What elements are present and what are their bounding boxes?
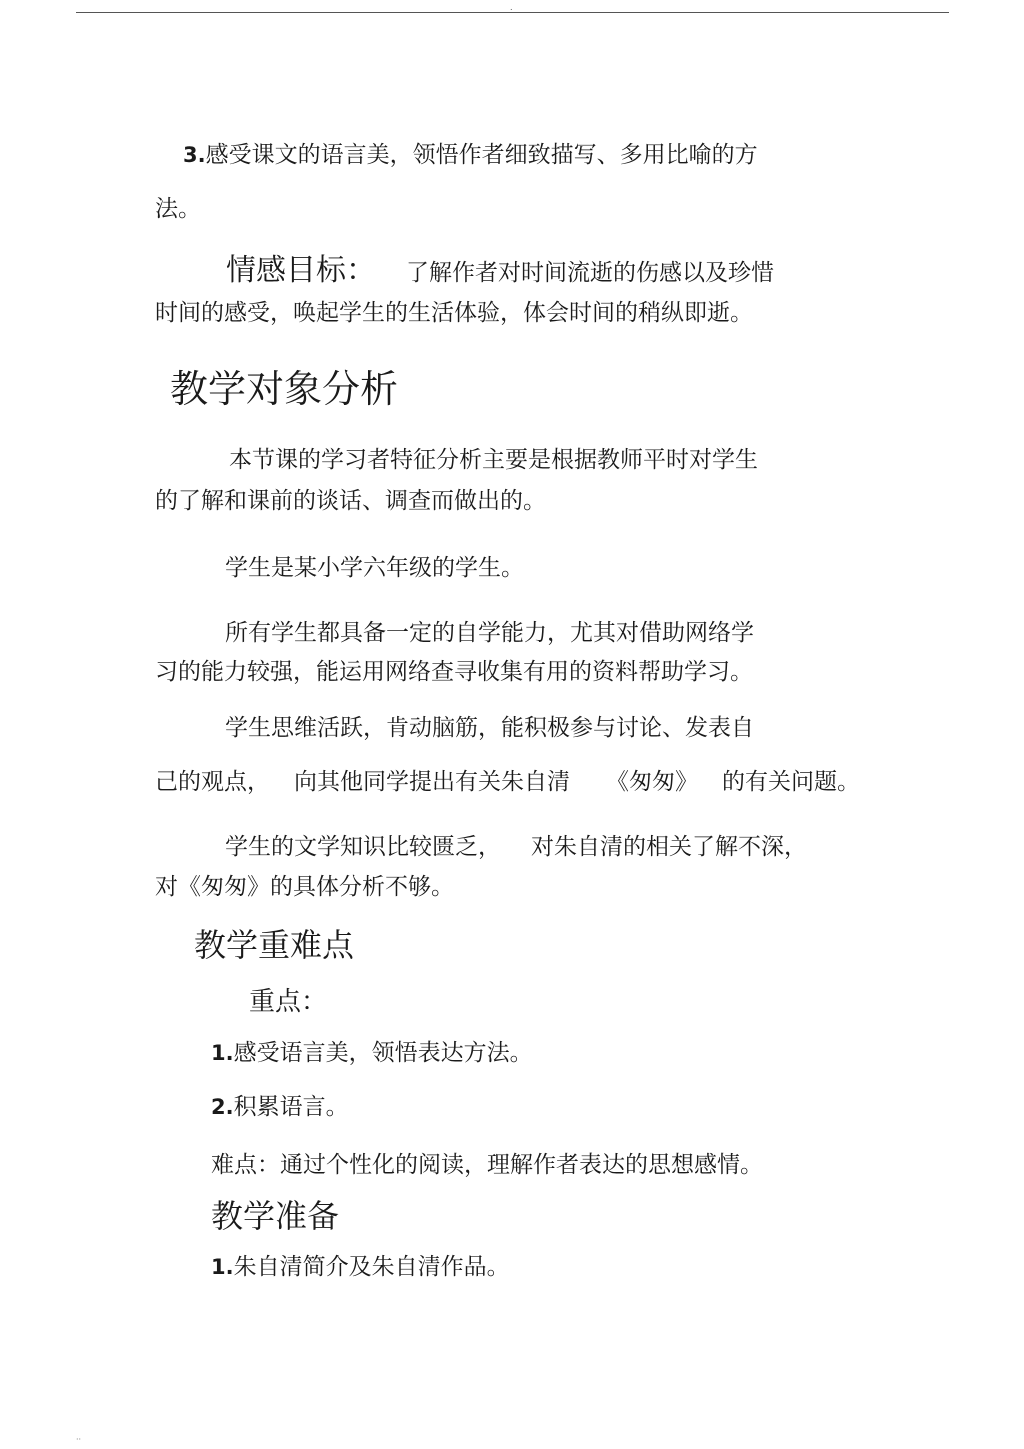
emotion-goal-text: 了解作者对时间流逝的伤感以及珍惜 <box>406 260 774 286</box>
section-heading-prep: 教学准备 <box>211 1197 340 1235</box>
header-rule <box>76 12 949 13</box>
analysis-p1-line1: 本节课的学习者特征分析主要是根据教师平时对学生 <box>229 447 758 473</box>
emotion-goal-cont: 时间的感受，唤起学生的生活体验，体会时间的稍纵即逝。 <box>155 300 753 326</box>
analysis-p5-line2: 对《匆匆》的具体分析不够。 <box>155 874 454 900</box>
analysis-p4-seg-a: 己的观点， <box>155 769 270 795</box>
analysis-p3-line2: 习的能力较强，能运用网络查寻收集有用的资料帮助学习。 <box>155 659 753 685</box>
key-item-2-number: 2. <box>211 1095 234 1119</box>
goal-item-3 <box>183 140 758 170</box>
analysis-p4-seg-c: 《匆匆》 <box>606 769 698 795</box>
goal-item-3-number: 3. <box>183 143 206 167</box>
analysis-p4-line2 <box>155 767 860 797</box>
key-item-1 <box>211 1038 533 1068</box>
section-heading-keypoints: 教学重难点 <box>194 926 355 964</box>
emotion-goal <box>226 253 774 288</box>
analysis-p5-seg-b: 对朱自清的相关了解不深， <box>531 834 807 860</box>
section-heading-analysis: 教学对象分析 <box>170 367 399 411</box>
analysis-p5-line1 <box>225 832 807 862</box>
key-item-2 <box>211 1092 349 1122</box>
analysis-p4-seg-b: 向其他同学提出有关朱自清 <box>294 769 570 795</box>
analysis-p3-line1: 所有学生都具备一定的自学能力，尤其对借助网络学 <box>225 620 754 646</box>
emotion-goal-label: 情感目标： <box>226 253 376 288</box>
prep-item-1-number: 1. <box>211 1255 234 1279</box>
analysis-p4-seg-d: 的有关问题。 <box>722 769 860 795</box>
header-mark: . <box>510 3 513 12</box>
analysis-p2: 学生是某小学六年级的学生。 <box>225 555 524 581</box>
prep-item-1 <box>211 1252 510 1282</box>
key-item-1-number: 1. <box>211 1041 234 1065</box>
difficulty: 难点：通过个性化的阅读，理解作者表达的思想感情。 <box>211 1152 763 1178</box>
key-item-1-text: 感受语言美，领悟表达方法。 <box>233 1040 533 1066</box>
analysis-p5-seg-a: 学生的文学知识比较匮乏， <box>225 834 501 860</box>
analysis-p4-line1: 学生思维活跃，肯动脑筋，能积极参与讨论、发表自 <box>225 715 754 741</box>
goal-item-3-cont: 法。 <box>155 196 201 222</box>
key-item-2-text: 积累语言。 <box>233 1094 349 1120</box>
goal-item-3-text: 感受课文的语言美，领悟作者细致描写、多用比喻的方 <box>205 142 758 168</box>
prep-item-1-text: 朱自清简介及朱自清作品。 <box>233 1254 510 1280</box>
key-label: 重点： <box>249 987 328 1017</box>
analysis-p1-line2: 的了解和课前的谈话、调查而做出的。 <box>155 488 546 514</box>
footer-mark: ·· <box>76 1435 82 1444</box>
